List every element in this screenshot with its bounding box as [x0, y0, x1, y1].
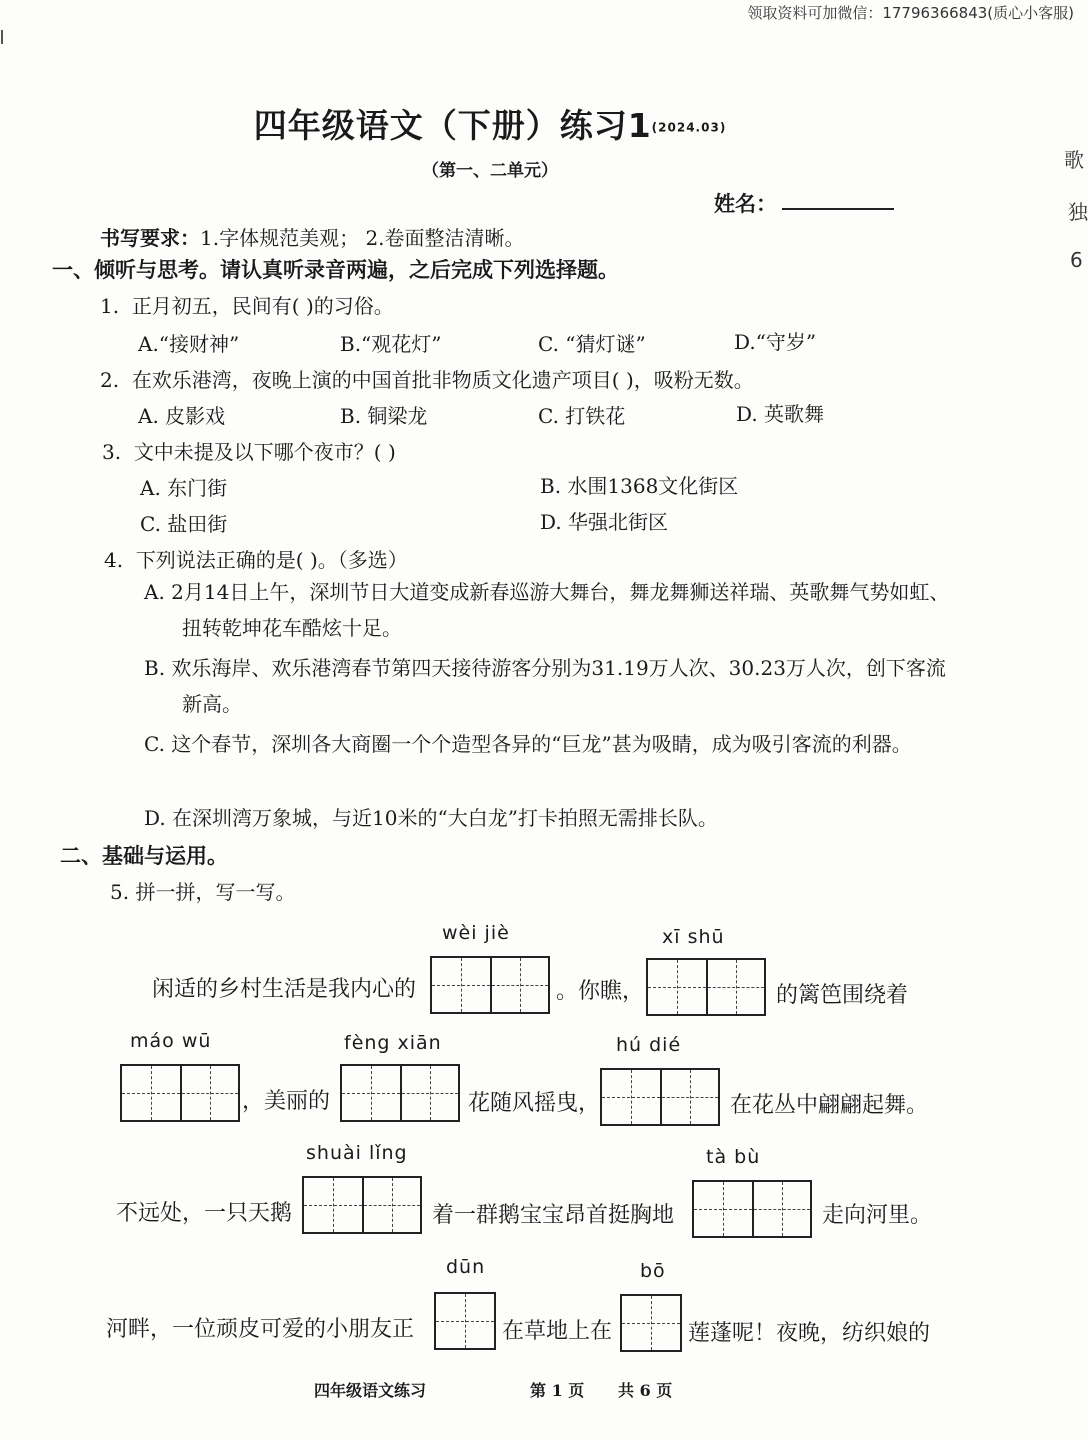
answer-grid-bo[interactable] — [620, 1294, 682, 1352]
q3-num: 3. — [102, 440, 122, 464]
pinyin-dun: dūn — [446, 1256, 486, 1278]
pinyin-fengxian: fèng xiān — [344, 1032, 442, 1054]
line2-text-a: ，美丽的 — [242, 1089, 331, 1114]
page-title — [0, 100, 980, 147]
name-label: 姓名： — [714, 192, 777, 216]
q4-text: 下列说法正确的是( )。（多选） — [135, 548, 408, 572]
q1-option-c[interactable]: C. “猜灯谜” — [538, 332, 646, 356]
q2-num: 2. — [100, 368, 120, 392]
line2-text-c: 在花丛中翩翩起舞。 — [730, 1093, 929, 1118]
footer-page-number: 第 1 页 — [530, 1381, 585, 1400]
line3-text-b: 着一群鹅宝宝昂首挺胸地 — [432, 1203, 675, 1228]
q1-option-d[interactable]: D.“守岁” — [734, 330, 817, 354]
section2-title: 二、基础与运用。 — [60, 844, 228, 868]
q1-text: 正月初五，民间有( )的习俗。 — [131, 294, 394, 318]
q3-option-d[interactable]: D. 华强北街区 — [540, 510, 669, 534]
question-2 — [100, 364, 754, 393]
q4-option-a[interactable]: A. 2月14日上午，深圳节日大道变成新春巡游大舞台，舞龙舞狮送祥瑞、英歌舞气势如虹、扭转乾坤花车酷炫十足。 — [144, 580, 950, 640]
q3-option-a[interactable]: A. 东门街 — [140, 476, 228, 500]
answer-grid-shuailing[interactable] — [302, 1176, 422, 1234]
watermark-text: 领取资料可加微信：17796366843(质心小客服) — [747, 4, 1074, 22]
line3-text-c: 走向河里。 — [822, 1203, 933, 1228]
line4-text-c: 莲蓬呢！夜晚，纺织娘的 — [688, 1321, 931, 1346]
line3-text-a: 不远处，一只天鹅 — [116, 1201, 293, 1226]
pinyin-bo: bō — [640, 1260, 666, 1282]
requirement-text: 1.字体规范美观； 2.卷面整洁清晰。 — [200, 226, 525, 250]
edge-char-3: 6 — [1070, 248, 1083, 272]
footer-subject: 四年级语文练习 — [314, 1381, 427, 1400]
question-4 — [104, 544, 408, 573]
answer-grid-hudie[interactable] — [600, 1068, 720, 1126]
edge-char-2: 独 — [1068, 200, 1088, 224]
line1-text-a: 闲适的乡村生活是我内心的 — [152, 977, 417, 1002]
title-text: 四年级语文（下册）练习1 — [253, 106, 652, 145]
q2-option-a[interactable]: A. 皮影戏 — [138, 404, 226, 428]
pinyin-maowu: máo wū — [130, 1030, 212, 1052]
pinyin-shuailing: shuài lǐng — [306, 1142, 408, 1164]
line1-text-c: 的篱笆围绕着 — [776, 983, 909, 1008]
pinyin-tabu: tà bù — [706, 1146, 761, 1168]
page-subtitle: （第一、二单元） — [422, 161, 558, 181]
q1-num: 1. — [100, 294, 120, 318]
q4-option-c[interactable]: C. 这个春节，深圳各大商圈一个个造型各异的“巨龙”甚为吸睛，成为吸引客流的利器。 — [144, 732, 912, 756]
pinyin-weijie: wèi jiè — [442, 922, 510, 944]
edge-char-1: 歌 — [1064, 148, 1084, 172]
answer-grid-weijie[interactable] — [430, 956, 550, 1014]
q4-option-b[interactable]: B. 欢乐海岸、欢乐港湾春节第四天接待游客分别为31.19万人次、30.23万人次，创下客流新高。 — [144, 656, 946, 716]
q4-num: 4. — [104, 548, 124, 572]
answer-grid-fengxian[interactable] — [340, 1064, 460, 1122]
q1-option-b[interactable]: B.“观花灯” — [340, 332, 442, 356]
q1-option-a[interactable]: A.“接财神” — [138, 332, 240, 356]
q3-text: 文中未提及以下哪个夜市？( ) — [133, 440, 396, 464]
name-blank-line[interactable] — [782, 208, 894, 210]
question-1 — [100, 290, 394, 319]
q3-option-b[interactable]: B. 水围1368文化街区 — [540, 474, 739, 498]
answer-grid-dun[interactable] — [434, 1292, 496, 1350]
line1-text-b: 。你瞧， — [556, 979, 645, 1004]
question-5: 5. 拼一拼，写一写。 — [110, 880, 296, 904]
q2-option-d[interactable]: D. 英歌舞 — [736, 402, 825, 426]
line2-text-b: 花随风摇曳， — [468, 1091, 601, 1116]
footer-page-total: 共 6 页 — [618, 1381, 673, 1400]
q2-text: 在欢乐港湾，夜晚上演的中国首批非物质文化遗产项目( )，吸粉无数。 — [131, 368, 754, 392]
q2-option-c[interactable]: C. 打铁花 — [538, 404, 626, 428]
line4-text-b: 在草地上在 — [502, 1319, 613, 1344]
q4-option-d[interactable]: D. 在深圳湾万象城，与近10米的“大白龙”打卡拍照无需排长队。 — [144, 806, 718, 830]
requirement-label: 书写要求： — [100, 226, 200, 250]
pinyin-xishu: xī shū — [662, 926, 725, 948]
title-date: (2024.03) — [651, 120, 727, 135]
q2-option-b[interactable]: B. 铜梁龙 — [340, 404, 428, 428]
answer-grid-maowu[interactable] — [120, 1064, 240, 1122]
q3-option-c[interactable]: C. 盐田街 — [140, 512, 228, 536]
writing-requirement — [100, 222, 525, 251]
pinyin-hudie: hú dié — [616, 1034, 682, 1056]
answer-grid-xishu[interactable] — [646, 958, 766, 1016]
question-3 — [102, 436, 396, 465]
answer-grid-tabu[interactable] — [692, 1180, 812, 1238]
section1-title: 一、倾听与思考。请认真听录音两遍，之后完成下列选择题。 — [52, 258, 619, 282]
scan-mark — [1, 30, 3, 44]
line4-text-a: 河畔，一位顽皮可爱的小朋友正 — [106, 1317, 415, 1342]
